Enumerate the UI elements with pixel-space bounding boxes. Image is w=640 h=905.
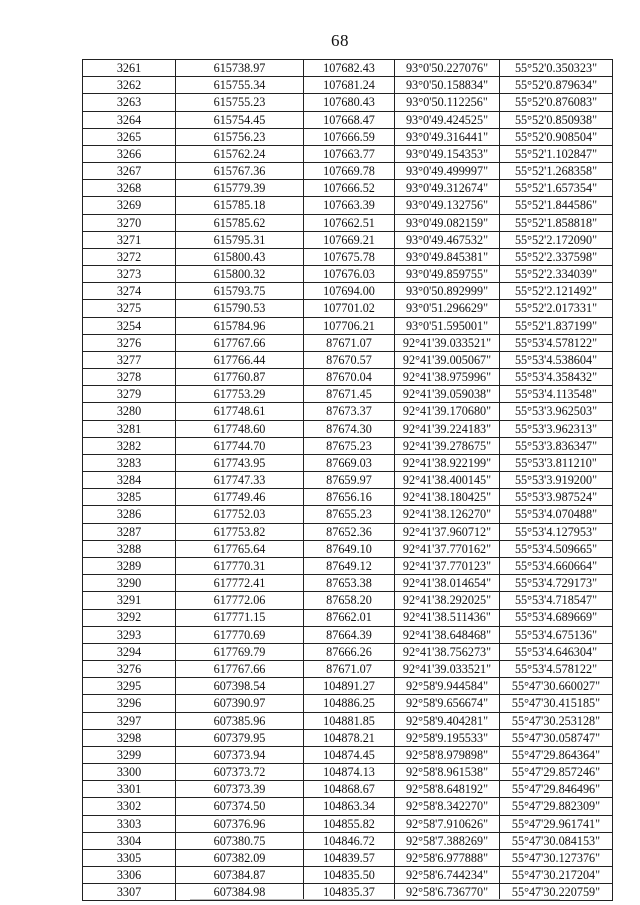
y-coordinate-cell: 87670.04: [304, 369, 395, 386]
table-row: [83, 403, 613, 420]
point-number-cell: 3270: [83, 214, 176, 231]
point-number-cell: 3268: [83, 180, 176, 197]
x-coordinate-cell: 607385.96: [176, 712, 304, 729]
table-row: [83, 317, 613, 334]
point-number-cell: 3254: [83, 317, 176, 334]
latitude-cell: 55°53'4.538604": [500, 351, 613, 368]
point-number-cell: 3276: [83, 334, 176, 351]
x-coordinate-cell: 615790.53: [176, 300, 304, 317]
x-coordinate-cell: 617748.61: [176, 403, 304, 420]
table-row: [83, 351, 613, 368]
x-coordinate-cell: 615784.96: [176, 317, 304, 334]
longitude-cell: 92°58'6.736770": [395, 884, 500, 901]
longitude-cell: 92°41'38.756273": [395, 643, 500, 660]
table-row: [83, 609, 613, 626]
table-row: [83, 248, 613, 265]
y-coordinate-cell: 87675.23: [304, 437, 395, 454]
latitude-cell: 55°47'30.660027": [500, 678, 613, 695]
latitude-cell: 55°47'29.846496": [500, 781, 613, 798]
table-row: [83, 111, 613, 128]
x-coordinate-cell: 617767.66: [176, 661, 304, 678]
latitude-cell: 55°47'30.217204": [500, 867, 613, 884]
y-coordinate-cell: 104835.50: [304, 867, 395, 884]
point-number-cell: 3266: [83, 145, 176, 162]
longitude-cell: 92°41'38.126270": [395, 506, 500, 523]
y-coordinate-cell: 107669.78: [304, 163, 395, 180]
longitude-cell: 92°41'38.400145": [395, 472, 500, 489]
table-row: [83, 506, 613, 523]
y-coordinate-cell: 107669.21: [304, 231, 395, 248]
point-number-cell: 3280: [83, 403, 176, 420]
table-row: [83, 94, 613, 111]
point-number-cell: 3262: [83, 77, 176, 94]
x-coordinate-cell: 607384.87: [176, 867, 304, 884]
latitude-cell: 55°52'1.858818": [500, 214, 613, 231]
y-coordinate-cell: 104855.82: [304, 815, 395, 832]
x-coordinate-cell: 617771.15: [176, 609, 304, 626]
table-row: [83, 472, 613, 489]
point-number-cell: 3295: [83, 678, 176, 695]
longitude-cell: 92°41'38.292025": [395, 592, 500, 609]
longitude-cell: 93°0'50.158834": [395, 77, 500, 94]
y-coordinate-cell: 87649.10: [304, 540, 395, 557]
x-coordinate-cell: 617765.64: [176, 540, 304, 557]
longitude-cell: 92°41'39.224183": [395, 420, 500, 437]
table-row: [83, 678, 613, 695]
table-row: [83, 454, 613, 471]
y-coordinate-cell: 107668.47: [304, 111, 395, 128]
longitude-cell: 92°41'37.960712": [395, 523, 500, 540]
latitude-cell: 55°52'0.908504": [500, 128, 613, 145]
y-coordinate-cell: 87670.57: [304, 351, 395, 368]
longitude-cell: 93°0'49.082159": [395, 214, 500, 231]
point-number-cell: 3291: [83, 592, 176, 609]
point-number-cell: 3293: [83, 626, 176, 643]
table-row: [83, 266, 613, 283]
y-coordinate-cell: 107680.43: [304, 94, 395, 111]
longitude-cell: 92°58'8.979898": [395, 746, 500, 763]
y-coordinate-cell: 87653.38: [304, 575, 395, 592]
table-row: [83, 867, 613, 884]
longitude-cell: 92°41'38.511436": [395, 609, 500, 626]
x-coordinate-cell: 617749.46: [176, 489, 304, 506]
longitude-cell: 93°0'49.312674": [395, 180, 500, 197]
latitude-cell: 55°47'29.961741": [500, 815, 613, 832]
y-coordinate-cell: 107706.21: [304, 317, 395, 334]
latitude-cell: 55°53'4.113548": [500, 386, 613, 403]
latitude-cell: 55°47'29.857246": [500, 764, 613, 781]
longitude-cell: 92°58'8.961538": [395, 764, 500, 781]
y-coordinate-cell: 107701.02: [304, 300, 395, 317]
table-row: [83, 283, 613, 300]
longitude-cell: 93°0'50.112256": [395, 94, 500, 111]
point-number-cell: 3285: [83, 489, 176, 506]
y-coordinate-cell: 87659.97: [304, 472, 395, 489]
y-coordinate-cell: 107666.52: [304, 180, 395, 197]
coordinates-table: [82, 59, 613, 901]
longitude-cell: 92°58'8.342270": [395, 798, 500, 815]
table-row: [83, 437, 613, 454]
y-coordinate-cell: 87666.26: [304, 643, 395, 660]
point-number-cell: 3274: [83, 283, 176, 300]
x-coordinate-cell: 615755.34: [176, 77, 304, 94]
table-row: [83, 334, 613, 351]
latitude-cell: 55°53'4.127953": [500, 523, 613, 540]
y-coordinate-cell: 107675.78: [304, 248, 395, 265]
latitude-cell: 55°52'1.268358": [500, 163, 613, 180]
longitude-cell: 92°41'38.975996": [395, 369, 500, 386]
table-row: [83, 557, 613, 574]
latitude-cell: 55°53'3.811210": [500, 454, 613, 471]
latitude-cell: 55°47'30.253128": [500, 712, 613, 729]
point-number-cell: 3290: [83, 575, 176, 592]
point-number-cell: 3301: [83, 781, 176, 798]
longitude-cell: 92°41'38.648468": [395, 626, 500, 643]
point-number-cell: 3265: [83, 128, 176, 145]
table-row: [83, 781, 613, 798]
longitude-cell: 93°0'49.467532": [395, 231, 500, 248]
point-number-cell: 3299: [83, 746, 176, 763]
longitude-cell: 92°41'37.770162": [395, 540, 500, 557]
point-number-cell: 3286: [83, 506, 176, 523]
longitude-cell: 92°41'39.005067": [395, 351, 500, 368]
x-coordinate-cell: 607373.39: [176, 781, 304, 798]
longitude-cell: 93°0'49.316441": [395, 128, 500, 145]
latitude-cell: 55°52'2.121492": [500, 283, 613, 300]
longitude-cell: 92°58'9.944584": [395, 678, 500, 695]
latitude-cell: 55°52'1.102847": [500, 145, 613, 162]
point-number-cell: 3305: [83, 849, 176, 866]
table-row: [83, 60, 613, 77]
latitude-cell: 55°53'3.962313": [500, 420, 613, 437]
point-number-cell: 3283: [83, 454, 176, 471]
x-coordinate-cell: 617744.70: [176, 437, 304, 454]
latitude-cell: 55°53'3.836347": [500, 437, 613, 454]
latitude-cell: 55°53'4.718547": [500, 592, 613, 609]
longitude-cell: 92°58'7.910626": [395, 815, 500, 832]
longitude-cell: 93°0'49.132756": [395, 197, 500, 214]
table-row: [83, 746, 613, 763]
table-row: [83, 180, 613, 197]
longitude-cell: 93°0'49.845381": [395, 248, 500, 265]
x-coordinate-cell: 617753.29: [176, 386, 304, 403]
y-coordinate-cell: 87673.37: [304, 403, 395, 420]
latitude-cell: 55°47'29.882309": [500, 798, 613, 815]
x-coordinate-cell: 607390.97: [176, 695, 304, 712]
table-row: [83, 163, 613, 180]
table-row: [83, 145, 613, 162]
longitude-cell: 93°0'51.296629": [395, 300, 500, 317]
y-coordinate-cell: 107666.59: [304, 128, 395, 145]
point-number-cell: 3278: [83, 369, 176, 386]
longitude-cell: 92°58'9.656674": [395, 695, 500, 712]
y-coordinate-cell: 87658.20: [304, 592, 395, 609]
longitude-cell: 93°0'51.595001": [395, 317, 500, 334]
longitude-cell: 93°0'49.154353": [395, 145, 500, 162]
x-coordinate-cell: 615756.23: [176, 128, 304, 145]
x-coordinate-cell: 617772.41: [176, 575, 304, 592]
latitude-cell: 55°52'0.876083": [500, 94, 613, 111]
x-coordinate-cell: 617770.69: [176, 626, 304, 643]
point-number-cell: 3276: [83, 661, 176, 678]
y-coordinate-cell: 104878.21: [304, 729, 395, 746]
latitude-cell: 55°53'4.070488": [500, 506, 613, 523]
table-row: [83, 214, 613, 231]
latitude-cell: 55°53'3.962503": [500, 403, 613, 420]
table-row: [83, 832, 613, 849]
x-coordinate-cell: 615767.36: [176, 163, 304, 180]
point-number-cell: 3307: [83, 884, 176, 901]
longitude-cell: 92°41'39.278675": [395, 437, 500, 454]
point-number-cell: 3264: [83, 111, 176, 128]
point-number-cell: 3261: [83, 60, 176, 77]
latitude-cell: 55°52'2.337598": [500, 248, 613, 265]
y-coordinate-cell: 87649.12: [304, 557, 395, 574]
longitude-cell: 92°58'8.648192": [395, 781, 500, 798]
point-number-cell: 3306: [83, 867, 176, 884]
x-coordinate-cell: 607379.95: [176, 729, 304, 746]
longitude-cell: 92°58'7.388269": [395, 832, 500, 849]
y-coordinate-cell: 87656.16: [304, 489, 395, 506]
x-coordinate-cell: 607374.50: [176, 798, 304, 815]
point-number-cell: 3273: [83, 266, 176, 283]
y-coordinate-cell: 107662.51: [304, 214, 395, 231]
y-coordinate-cell: 107694.00: [304, 283, 395, 300]
latitude-cell: 55°52'0.879634": [500, 77, 613, 94]
point-number-cell: 3302: [83, 798, 176, 815]
longitude-cell: 92°41'39.059038": [395, 386, 500, 403]
latitude-cell: 55°53'4.689669": [500, 609, 613, 626]
point-number-cell: 3275: [83, 300, 176, 317]
table-row: [83, 592, 613, 609]
latitude-cell: 55°52'0.350323": [500, 60, 613, 77]
table-row: [83, 729, 613, 746]
y-coordinate-cell: 104886.25: [304, 695, 395, 712]
latitude-cell: 55°52'1.844586": [500, 197, 613, 214]
y-coordinate-cell: 104874.13: [304, 764, 395, 781]
table-row: [83, 626, 613, 643]
x-coordinate-cell: 615779.39: [176, 180, 304, 197]
point-number-cell: 3272: [83, 248, 176, 265]
latitude-cell: 55°47'30.415185": [500, 695, 613, 712]
latitude-cell: 55°52'2.334039": [500, 266, 613, 283]
x-coordinate-cell: 617752.03: [176, 506, 304, 523]
y-coordinate-cell: 107676.03: [304, 266, 395, 283]
y-coordinate-cell: 87669.03: [304, 454, 395, 471]
table-row: [83, 77, 613, 94]
x-coordinate-cell: 607380.75: [176, 832, 304, 849]
longitude-cell: 92°41'37.770123": [395, 557, 500, 574]
longitude-cell: 92°41'38.922199": [395, 454, 500, 471]
x-coordinate-cell: 617753.82: [176, 523, 304, 540]
y-coordinate-cell: 107663.39: [304, 197, 395, 214]
point-number-cell: 3277: [83, 351, 176, 368]
x-coordinate-cell: 607384.98: [176, 884, 304, 901]
y-coordinate-cell: 104891.27: [304, 678, 395, 695]
x-coordinate-cell: 617748.60: [176, 420, 304, 437]
table-row: [83, 300, 613, 317]
y-coordinate-cell: 87671.45: [304, 386, 395, 403]
latitude-cell: 55°53'3.919200": [500, 472, 613, 489]
longitude-cell: 93°0'50.227076": [395, 60, 500, 77]
point-number-cell: 3271: [83, 231, 176, 248]
latitude-cell: 55°52'1.837199": [500, 317, 613, 334]
longitude-cell: 93°0'49.499997": [395, 163, 500, 180]
bottom-rule: [190, 899, 560, 900]
longitude-cell: 93°0'50.892999": [395, 283, 500, 300]
longitude-cell: 92°58'6.744234": [395, 867, 500, 884]
table-row: [83, 231, 613, 248]
latitude-cell: 55°47'30.127376": [500, 849, 613, 866]
y-coordinate-cell: 107681.24: [304, 77, 395, 94]
table-row: [83, 643, 613, 660]
table-row: [83, 386, 613, 403]
latitude-cell: 55°52'2.172090": [500, 231, 613, 248]
point-number-cell: 3288: [83, 540, 176, 557]
latitude-cell: 55°52'1.657354": [500, 180, 613, 197]
x-coordinate-cell: 615800.32: [176, 266, 304, 283]
longitude-cell: 92°41'38.014654": [395, 575, 500, 592]
latitude-cell: 55°53'4.358432": [500, 369, 613, 386]
longitude-cell: 93°0'49.424525": [395, 111, 500, 128]
x-coordinate-cell: 607373.72: [176, 764, 304, 781]
point-number-cell: 3282: [83, 437, 176, 454]
x-coordinate-cell: 615755.23: [176, 94, 304, 111]
longitude-cell: 93°0'49.859755": [395, 266, 500, 283]
latitude-cell: 55°52'0.850938": [500, 111, 613, 128]
x-coordinate-cell: 617767.66: [176, 334, 304, 351]
table-row: [83, 798, 613, 815]
point-number-cell: 3263: [83, 94, 176, 111]
latitude-cell: 55°53'4.578122": [500, 661, 613, 678]
table-row: [83, 849, 613, 866]
longitude-cell: 92°41'39.170680": [395, 403, 500, 420]
x-coordinate-cell: 615800.43: [176, 248, 304, 265]
latitude-cell: 55°53'4.729173": [500, 575, 613, 592]
point-number-cell: 3281: [83, 420, 176, 437]
table-row: [83, 489, 613, 506]
longitude-cell: 92°41'38.180425": [395, 489, 500, 506]
y-coordinate-cell: 87674.30: [304, 420, 395, 437]
table-row: [83, 815, 613, 832]
y-coordinate-cell: 104839.57: [304, 849, 395, 866]
x-coordinate-cell: 607373.94: [176, 746, 304, 763]
latitude-cell: 55°47'30.084153": [500, 832, 613, 849]
x-coordinate-cell: 615793.75: [176, 283, 304, 300]
latitude-cell: 55°47'30.220759": [500, 884, 613, 901]
point-number-cell: 3279: [83, 386, 176, 403]
y-coordinate-cell: 87671.07: [304, 661, 395, 678]
x-coordinate-cell: 617770.31: [176, 557, 304, 574]
x-coordinate-cell: 617772.06: [176, 592, 304, 609]
latitude-cell: 55°47'30.058747": [500, 729, 613, 746]
x-coordinate-cell: 615738.97: [176, 60, 304, 77]
point-number-cell: 3294: [83, 643, 176, 660]
longitude-cell: 92°41'39.033521": [395, 334, 500, 351]
latitude-cell: 55°52'2.017331": [500, 300, 613, 317]
y-coordinate-cell: 104846.72: [304, 832, 395, 849]
table-row: [83, 764, 613, 781]
point-number-cell: 3298: [83, 729, 176, 746]
point-number-cell: 3303: [83, 815, 176, 832]
x-coordinate-cell: 615754.45: [176, 111, 304, 128]
table-row: [83, 712, 613, 729]
x-coordinate-cell: 617760.87: [176, 369, 304, 386]
x-coordinate-cell: 617769.79: [176, 643, 304, 660]
y-coordinate-cell: 104868.67: [304, 781, 395, 798]
x-coordinate-cell: 607398.54: [176, 678, 304, 695]
y-coordinate-cell: 87671.07: [304, 334, 395, 351]
latitude-cell: 55°47'29.864364": [500, 746, 613, 763]
y-coordinate-cell: 104835.37: [304, 884, 395, 901]
table-row: [83, 661, 613, 678]
point-number-cell: 3284: [83, 472, 176, 489]
point-number-cell: 3300: [83, 764, 176, 781]
y-coordinate-cell: 104863.34: [304, 798, 395, 815]
table-row: [83, 575, 613, 592]
x-coordinate-cell: 615785.62: [176, 214, 304, 231]
x-coordinate-cell: 617747.33: [176, 472, 304, 489]
x-coordinate-cell: 607376.96: [176, 815, 304, 832]
point-number-cell: 3292: [83, 609, 176, 626]
point-number-cell: 3269: [83, 197, 176, 214]
latitude-cell: 55°53'4.509665": [500, 540, 613, 557]
table-row: [83, 695, 613, 712]
table-row: [83, 420, 613, 437]
longitude-cell: 92°58'9.404281": [395, 712, 500, 729]
latitude-cell: 55°53'4.578122": [500, 334, 613, 351]
table-row: [83, 197, 613, 214]
latitude-cell: 55°53'4.675136": [500, 626, 613, 643]
y-coordinate-cell: 104881.85: [304, 712, 395, 729]
y-coordinate-cell: 107682.43: [304, 60, 395, 77]
y-coordinate-cell: 104874.45: [304, 746, 395, 763]
x-coordinate-cell: 617766.44: [176, 351, 304, 368]
longitude-cell: 92°58'6.977888": [395, 849, 500, 866]
x-coordinate-cell: 615795.31: [176, 231, 304, 248]
x-coordinate-cell: 607382.09: [176, 849, 304, 866]
coordinates-table-body: [83, 60, 613, 901]
y-coordinate-cell: 87655.23: [304, 506, 395, 523]
point-number-cell: 3289: [83, 557, 176, 574]
page-number: 68: [331, 31, 349, 50]
point-number-cell: 3287: [83, 523, 176, 540]
longitude-cell: 92°41'39.033521": [395, 661, 500, 678]
point-number-cell: 3296: [83, 695, 176, 712]
latitude-cell: 55°53'4.660664": [500, 557, 613, 574]
table-row: [83, 369, 613, 386]
x-coordinate-cell: 617743.95: [176, 454, 304, 471]
y-coordinate-cell: 87662.01: [304, 609, 395, 626]
y-coordinate-cell: 87652.36: [304, 523, 395, 540]
point-number-cell: 3297: [83, 712, 176, 729]
latitude-cell: 55°53'3.987524": [500, 489, 613, 506]
table-row: [83, 540, 613, 557]
x-coordinate-cell: 615785.18: [176, 197, 304, 214]
point-number-cell: 3267: [83, 163, 176, 180]
y-coordinate-cell: 107663.77: [304, 145, 395, 162]
latitude-cell: 55°53'4.646304": [500, 643, 613, 660]
longitude-cell: 92°58'9.195533": [395, 729, 500, 746]
point-number-cell: 3304: [83, 832, 176, 849]
table-row: [83, 523, 613, 540]
x-coordinate-cell: 615762.24: [176, 145, 304, 162]
y-coordinate-cell: 87664.39: [304, 626, 395, 643]
table-row: [83, 128, 613, 145]
